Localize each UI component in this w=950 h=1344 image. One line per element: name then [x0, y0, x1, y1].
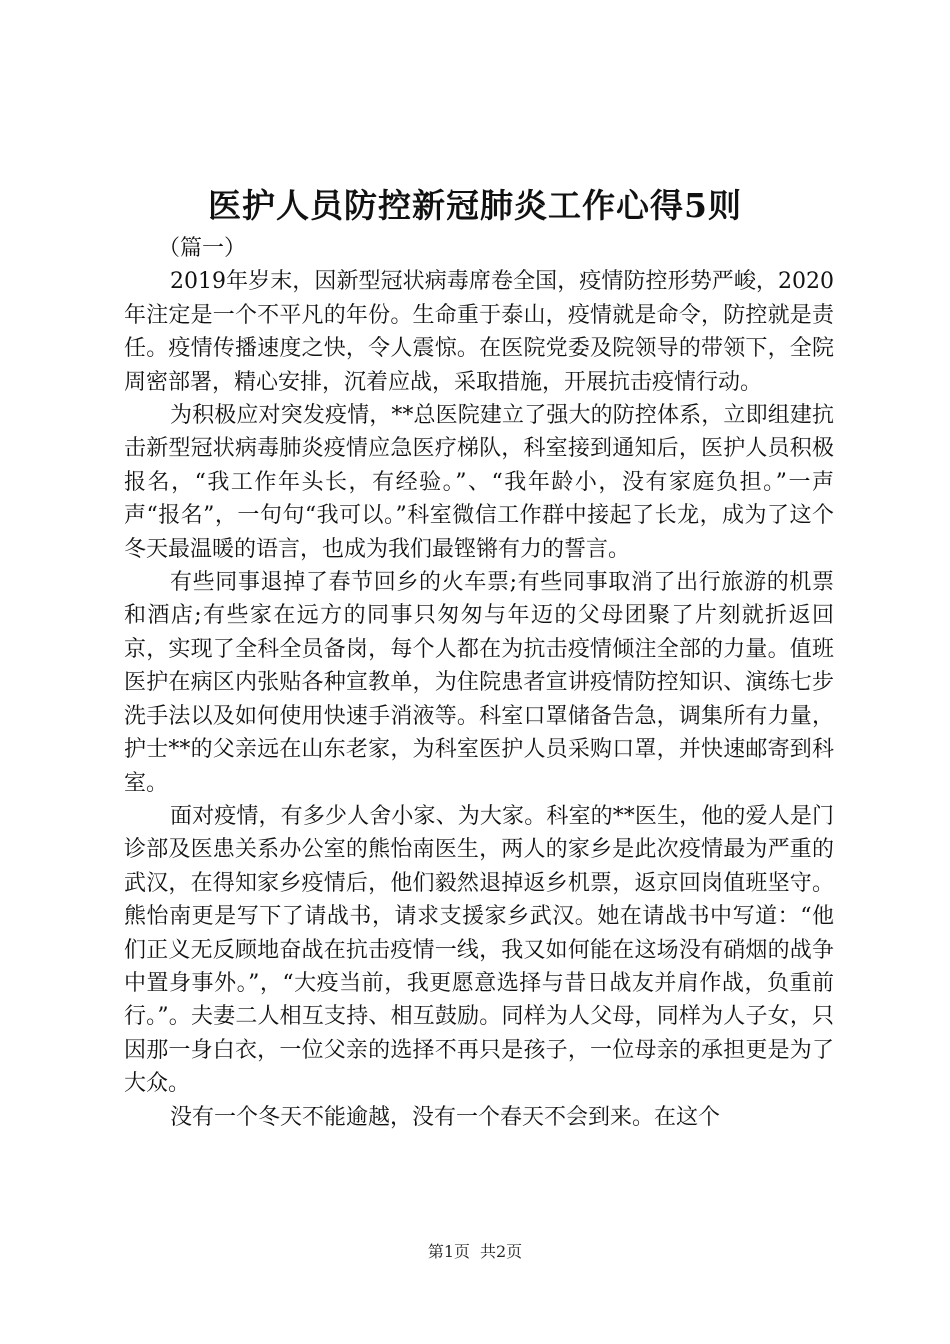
document-body [124, 232, 834, 1134]
paragraph-2: 为积极应对突发疫情，**总医院建立了强大的防控体系，立即组建抗击新型冠状病毒肺炎疫情应急医疗梯队，科室接到通知后，医护人员积极报名，“我工作年头长，有经验。”、“我年龄小，没有家庭负担。”一声声“报名”，一句句“我可以。”科室微信工作群中接起了长龙，成为了这个冬天最温暖的语言，也成为我们最铿锵有力的誓言。 [124, 403, 834, 562]
paragraph-3: 有些同事退掉了春节回乡的火车票;有些同事取消了出行旅游的机票和酒店;有些家在远方的同事只匆匆与年迈的父母团聚了片刻就折返回京，实现了全科全员备岗，每个人都在为抗击疫情倾注全部的力量。值班医护在病区内张贴各种宣教单，为住院患者宣讲疫情防控知识、演练七步洗手法以及如何使用快速手消液等。科室口罩储备告急，调集所有力量，护士**的父亲远在山东老家，为科室医护人员采购口罩，并快速邮寄到科室。 [124, 570, 834, 796]
page-number-current: 第1页 [427, 1242, 470, 1261]
page-footer [0, 1241, 950, 1263]
page-number-total: 共2页 [480, 1242, 523, 1261]
paragraph-1: 2019年岁末，因新型冠状病毒席卷全国，疫情防控形势严峻，2020年注定是一个不平凡的年份。生命重于泰山，疫情就是命令，防控就是责任。疫情传播速度之快，令人震惊。在医院党委及院领导的带领下，全院周密部署，精心安排，沉着应战，采取措施，开展抗击疫情行动。 [124, 269, 834, 395]
paragraph-5: 没有一个冬天不能逾越，没有一个春天不会到来。在这个 [170, 1104, 721, 1130]
paragraph-4: 面对疫情，有多少人舍小家、为大家。科室的**医生，他的爱人是门诊部及医患关系办公室的熊怡南医生，两人的家乡是此次疫情最为严重的武汉，在得知家乡疫情后，他们毅然退掉返乡机票，返京回岗值班坚守。熊怡南更是写下了请战书，请求支援家乡武汉。她在请战书中写道：“他们正义无反顾地奋战在抗击疫情一线，我又如何能在这场没有硝烟的战争中置身事外。”，“大疫当前，我更愿意选择与昔日战友并肩作战，负重前行。”。夫妻二人相互支持、相互鼓励。同样为人父母，同样为人子女，只因那一身白衣，一位父亲的选择不再只是孩子，一位母亲的承担更是为了大众。 [124, 803, 834, 1097]
document-title: 医护人员防控新冠肺炎工作心得5则 [208, 186, 742, 225]
section-label: （篇一） [158, 236, 247, 261]
